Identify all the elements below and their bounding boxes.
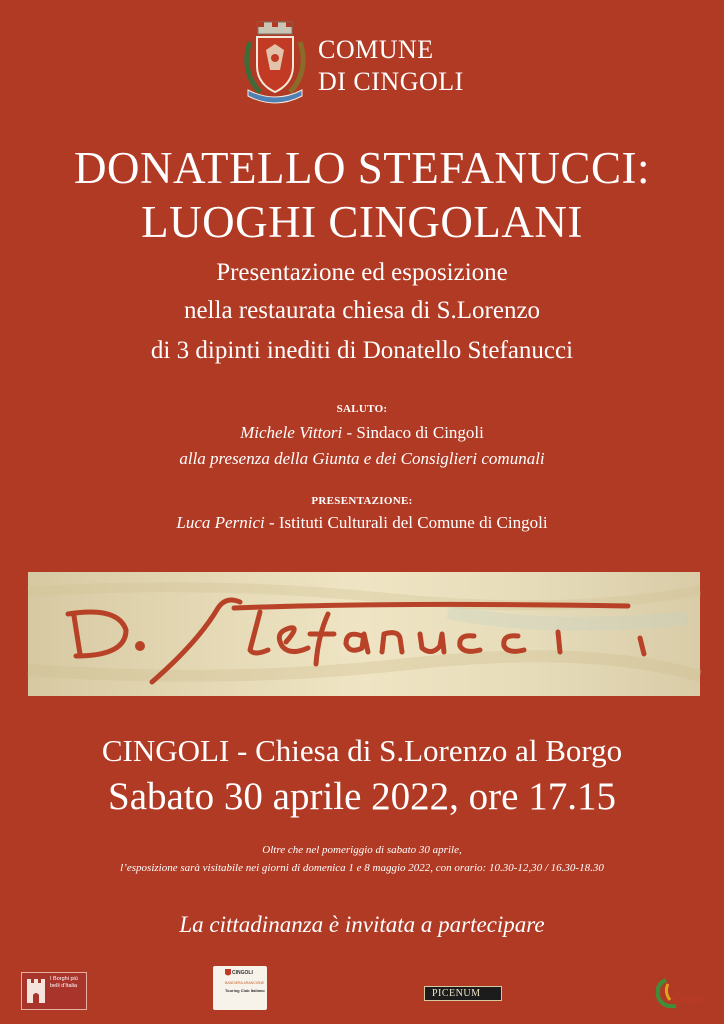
presentazione-role: - Istituti Culturali del Comune di Cingoli	[264, 513, 548, 532]
presentazione-heading: PRESENTAZIONE:	[311, 495, 413, 507]
borghi-tower-icon	[25, 977, 47, 1004]
picenum-logo	[424, 986, 502, 1001]
saluto-speaker	[0, 422, 724, 444]
invitation-text: La cittadinanza è invitata a partecipare	[179, 912, 545, 937]
comune-line-1: COMUNE	[318, 35, 434, 64]
signature-image	[28, 572, 700, 696]
cingoli-logo-touring: Touring Club Italiano	[225, 988, 265, 993]
cingoli-logo-name: CINGOLI	[232, 970, 253, 976]
saluto-role: - Sindaco di Cingoli	[342, 423, 484, 442]
borghi-text: I Borghi più belli d'Italia	[50, 976, 78, 989]
event-place: CINGOLI - Chiesa di S.Lorenzo al Borgo	[101, 733, 623, 768]
cingoli-shield-icon	[225, 969, 231, 977]
cingoli-mark-text: Cingoli	[672, 993, 706, 1005]
saluto-note: alla presenza della Giunta e dei Consiglieri comunali	[179, 449, 545, 468]
saluto-heading: SALUTO:	[336, 403, 388, 415]
title-line-2: LUOGHI CINGOLANI	[141, 197, 583, 247]
cingoli-mark-icon	[654, 976, 706, 1012]
subtitle-line-2: nella restaurata chiesa di S.Lorenzo	[183, 297, 541, 324]
presentazione-speaker	[0, 512, 724, 534]
note-line-1: Oltre che nel pomeriggio di sabato 30 aprile,	[262, 844, 462, 856]
title-line-1: DONATELLO STEFANUCCI:	[74, 143, 650, 193]
picenum-text: PICENUM	[432, 988, 481, 999]
event-date: Sabato 30 aprile 2022, ore 17.15	[108, 775, 616, 818]
cingoli-logo-bandiera: BANDIERA ARANCIONE	[225, 981, 265, 985]
coat-of-arms-icon	[242, 20, 308, 102]
subtitle-line-3: di 3 dipinti inediti di Donatello Stefanucci	[150, 337, 574, 364]
note-line-2: l’esposizione sarà visitabile nei giorni di domenica 1 e 8 maggio 2022, con orario: 10.30-12,30 / 16.30-18.30	[120, 862, 604, 874]
subtitle-line-1: Presentazione ed esposizione	[216, 259, 508, 286]
cingoli-bandiera-logo	[213, 966, 267, 1010]
saluto-name: Michele Vittori	[240, 423, 343, 442]
comune-name	[318, 34, 464, 98]
comune-line-2: DI CINGOLI	[318, 67, 464, 96]
borghi-logo	[21, 972, 87, 1010]
presentazione-name: Luca Pernici	[176, 513, 265, 532]
signature-drawing	[28, 572, 700, 696]
